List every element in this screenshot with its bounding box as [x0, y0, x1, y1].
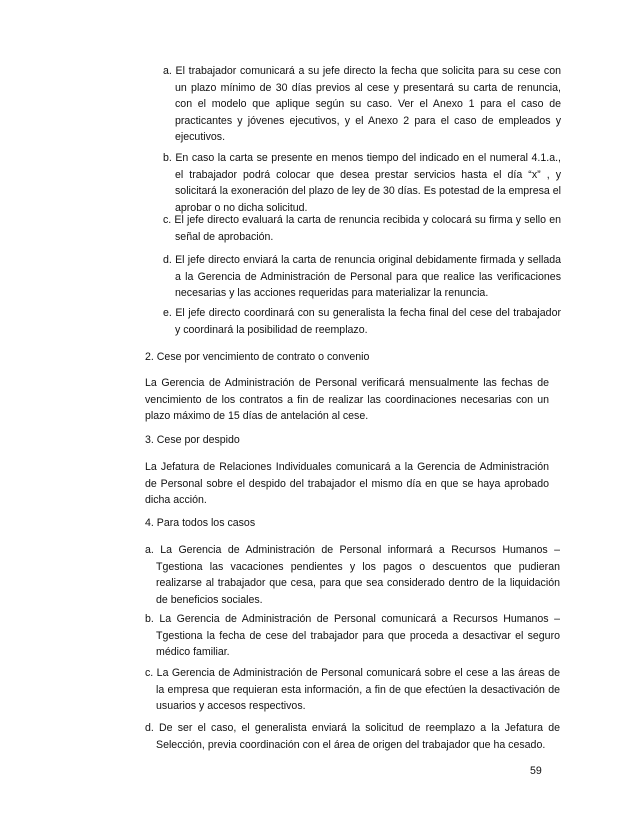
- section-2-body: La Gerencia de Administración de Personal verificará mensualmente las fechas de vencimiento de los contratos a fin de realizar las coordinaciones necesarias con un plazo máximo de 15 días de antelación al cese.: [145, 377, 549, 423]
- subitem-e: e. El jefe directo coordinará con su generalista la fecha final del cese del trabajador y coordinará la posibilidad de reemplazo.: [163, 307, 561, 336]
- page-number: 59: [530, 765, 542, 777]
- section-2-heading: 2. Cese por vencimiento de contrato o convenio: [145, 351, 370, 363]
- subitem-b: b. En caso la carta se presente en menos tiempo del indicado en el numeral 4.1.a., el trabajador podrá colocar que desea prestar servicios hasta el día “x” , y solicitará la exoneración del plazo de ley de 30 días. Es potestad de la empresa el aprobar o no dicha solicitud.: [163, 152, 561, 214]
- subitem-c: c. El jefe directo evaluará la carta de renuncia recibida y colocará su firma y sello en señal de aprobación.: [163, 214, 561, 243]
- section-3-heading: 3. Cese por despido: [145, 434, 240, 446]
- section-4-item-c: c. La Gerencia de Administración de Personal comunicará sobre el cese a las áreas de la empresa que requieran esta información, a fin de que efectúen la desactivación de usuarios y accesos respectivos.: [145, 667, 560, 713]
- section-4-item-a: a. La Gerencia de Administración de Personal informará a Recursos Humanos – Tgestiona las vacaciones pendientes y los pagos o descuentos que pudieran realizarse al trabajador que cesa, para que sea considerado dentro de la liquidación de beneficios sociales.: [145, 544, 560, 606]
- section-3-body: La Jefatura de Relaciones Individuales comunicará a la Gerencia de Administración de Personal sobre el despido del trabajador el mismo día en que se haya aprobado dicha acción.: [145, 461, 549, 507]
- section-4-item-b: b. La Gerencia de Administración de Personal comunicará a Recursos Humanos – Tgestiona la fecha de cese del trabajador para que proceda a desactivar el seguro médico familiar.: [145, 613, 560, 659]
- subitem-d: d. El jefe directo enviará la carta de renuncia original debidamente firmada y sellada a la Gerencia de Administración de Personal para que realice las verificaciones necesarias y las acciones requeridas para materializar la renuncia.: [163, 254, 561, 300]
- section-4-item-d: d. De ser el caso, el generalista enviará la solicitud de reemplazo a la Jefatura de Selección, previa coordinación con el área de origen del trabajador que ha cesado.: [145, 722, 560, 751]
- section-4-heading: 4. Para todos los casos: [145, 517, 256, 529]
- subitem-a: a. El trabajador comunicará a su jefe directo la fecha que solicita para su cese con un plazo mínimo de 30 días previos al cese y presentará su carta de renuncia, con el modelo que aplique según su caso. Ver el Anexo 1 para el caso de practicantes y jóvenes ejecutivos, y el Anexo 2 para el caso de empleados y ejecutivos.: [163, 65, 561, 144]
